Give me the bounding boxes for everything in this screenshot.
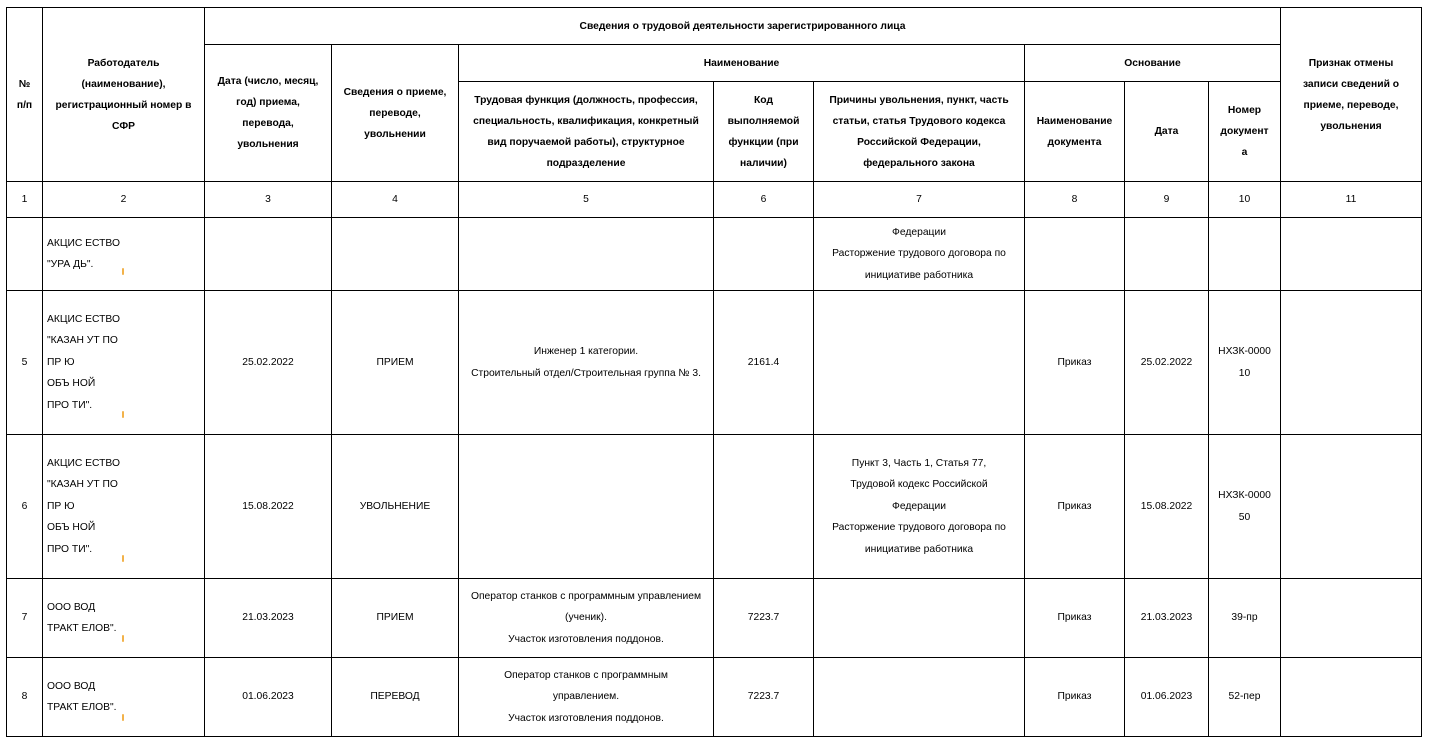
text-line: ОБЪ НОЙ: [47, 522, 96, 534]
col-number: 6: [714, 182, 814, 218]
redaction-mask: [123, 218, 199, 290]
redaction-mark: [122, 714, 124, 721]
col-number: 2: [43, 182, 205, 218]
text-line: год) приема,: [236, 97, 300, 108]
text-line: выполняемой: [727, 115, 800, 127]
code-cell: 7223.7: [714, 579, 814, 658]
header-cancel: [1281, 8, 1422, 182]
text-line: Пункт 3, Часть 1, Статья 77,: [851, 457, 987, 469]
text-line: ООО ВОД: [47, 601, 96, 613]
col-number: 8: [1025, 182, 1125, 218]
reasons-cell: [814, 579, 1025, 658]
event-cell: ПЕРЕВОД: [332, 658, 459, 737]
doc-num-cell: [1209, 435, 1281, 579]
doc-date-cell: 21.03.2023: [1125, 579, 1209, 658]
text-line: Признак отмены: [1308, 57, 1394, 69]
event-cell: ПРИЕМ: [332, 291, 459, 435]
header-employer: [43, 8, 205, 182]
header-reasons: [814, 82, 1025, 182]
row-num: [7, 218, 43, 291]
text-line: Расторжение трудового договора по: [832, 248, 1006, 260]
text-line: увольнения: [1320, 120, 1382, 132]
cancel-cell: [1281, 658, 1422, 737]
text-line: наличии): [740, 157, 787, 169]
employer-cell: [43, 658, 205, 737]
employer-cell: [43, 579, 205, 658]
doc-name-cell: [1025, 218, 1125, 291]
text-line: НХЗК-0000: [1218, 346, 1271, 357]
redaction-mark: [122, 555, 124, 562]
text-line: подразделение: [546, 157, 626, 169]
header-doc-name: [1025, 82, 1125, 182]
text-line: Причины увольнения, пункт, часть: [829, 94, 1009, 106]
redaction-mark: [122, 268, 124, 275]
code-cell: 2161.4: [714, 291, 814, 435]
employer-cell: [43, 218, 205, 291]
table-row: [7, 291, 1422, 435]
col-number: 3: [205, 182, 332, 218]
header-osnovanie: Основание: [1025, 45, 1281, 82]
header-labor-info: Сведения о трудовой деятельности зарегистрированного лица: [205, 8, 1281, 45]
doc-name-cell: Приказ: [1025, 658, 1125, 737]
table-row: [7, 579, 1422, 658]
function-cell: [459, 435, 714, 579]
row-num: 5: [7, 291, 43, 435]
text-line: Сведения о приеме,: [343, 86, 447, 98]
text-line: Оператор станков с программным: [504, 669, 668, 681]
text-line: Инженер 1 категории.: [533, 346, 639, 357]
col-number: 5: [459, 182, 714, 218]
text-line: НХЗК-0000: [1218, 490, 1271, 501]
text-line: функции (при: [728, 136, 799, 148]
code-cell: [714, 218, 814, 291]
reasons-cell: [814, 218, 1025, 291]
text-line: ОБЪ НОЙ: [47, 378, 96, 390]
text-line: Федерации: [892, 500, 946, 512]
row-num: 8: [7, 658, 43, 737]
code-cell: 7223.7: [714, 658, 814, 737]
text-line: "КАЗАН УТ ПО: [47, 479, 118, 491]
date-cell: 15.08.2022: [205, 435, 332, 579]
event-cell: УВОЛЬНЕНИЕ: [332, 435, 459, 579]
event-cell: [332, 218, 459, 291]
text-line: ООО ВОД: [47, 680, 96, 692]
date-cell: [205, 218, 332, 291]
text-line: 10: [1238, 367, 1251, 379]
table-row: [7, 658, 1422, 737]
text-line: ПР Ю: [47, 500, 75, 512]
text-line: №: [18, 78, 31, 90]
col-number: 10: [1209, 182, 1281, 218]
text-line: переводе,: [369, 107, 421, 119]
text-line: записи сведений о: [1302, 78, 1400, 90]
text-line: Участок изготовления поддонов.: [508, 633, 664, 645]
text-line: Работодатель: [87, 57, 160, 69]
text-line: Расторжение трудового договора по: [832, 522, 1006, 534]
text-line: Дата (число, месяц,: [217, 76, 319, 87]
text-line: Российской Федерации,: [857, 136, 981, 148]
redaction-mask: [123, 658, 199, 736]
labor-activity-table: [6, 7, 1422, 737]
cancel-cell: [1281, 579, 1422, 658]
redaction-mask: [123, 435, 199, 578]
text-line: Оператор станков с программным управлением: [470, 590, 702, 602]
doc-name-cell: Приказ: [1025, 579, 1125, 658]
header-function: [459, 82, 714, 182]
date-cell: 01.06.2023: [205, 658, 332, 737]
employer-cell: [43, 435, 205, 579]
reasons-cell: [814, 435, 1025, 579]
event-cell: ПРИЕМ: [332, 579, 459, 658]
function-cell: [459, 218, 714, 291]
doc-num-cell: 39-пр: [1209, 579, 1281, 658]
doc-date-cell: 25.02.2022: [1125, 291, 1209, 435]
header-doc-num: [1209, 82, 1281, 182]
cancel-cell: [1281, 435, 1422, 579]
doc-name-cell: Приказ: [1025, 435, 1125, 579]
text-line: перевода,: [242, 118, 294, 129]
text-line: Федерации: [892, 226, 946, 238]
text-line: "УРА ДЬ".: [47, 259, 94, 270]
text-line: п/п: [16, 99, 33, 111]
text-line: федерального закона: [863, 157, 975, 169]
text-line: инициативе работника: [864, 269, 974, 281]
header-code: [714, 82, 814, 182]
column-numbers-row: [7, 182, 1422, 218]
text-line: 50: [1238, 511, 1251, 523]
reasons-cell: [814, 658, 1025, 737]
text-line: Код: [754, 94, 773, 106]
text-line: Трудовая функция (должность, профессия,: [474, 94, 698, 106]
text-line: АКЦИС ЕСТВО: [47, 457, 120, 469]
text-line: ПРО ТИ".: [47, 543, 93, 555]
text-line: увольнения: [237, 139, 299, 150]
header-num: [7, 8, 43, 182]
text-line: а: [1241, 147, 1248, 158]
text-line: регистрационный номер в: [55, 99, 192, 111]
text-line: вид поручаемой работы), структурное: [487, 136, 685, 148]
col-number: 9: [1125, 182, 1209, 218]
text-line: Номер: [1227, 105, 1262, 116]
row-num: 6: [7, 435, 43, 579]
cancel-cell: [1281, 218, 1422, 291]
header-event: [332, 45, 459, 182]
cancel-cell: [1281, 291, 1422, 435]
text-line: (наименование),: [81, 78, 166, 90]
text-line: ТРАКТ ЕЛОВ".: [47, 623, 117, 634]
text-line: ПР Ю: [47, 356, 75, 368]
text-line: статьи, статья Трудового кодекса: [832, 115, 1006, 127]
function-cell: [459, 658, 714, 737]
text-line: приеме, переводе,: [1303, 99, 1399, 111]
text-line: увольнении: [364, 128, 426, 140]
redaction-mark: [122, 411, 124, 418]
text-line: АКЦИС ЕСТВО: [47, 237, 120, 249]
text-line: АКЦИС ЕСТВО: [47, 313, 120, 325]
reasons-cell: [814, 291, 1025, 435]
header-naimenovanie: Наименование: [459, 45, 1025, 82]
doc-num-cell: 52-пер: [1209, 658, 1281, 737]
function-cell: [459, 579, 714, 658]
redaction-mask: [123, 291, 199, 434]
text-line: документ: [1220, 126, 1269, 137]
doc-date-cell: [1125, 218, 1209, 291]
text-line: "КАЗАН УТ ПО: [47, 335, 118, 347]
date-cell: 25.02.2022: [205, 291, 332, 435]
text-line: Участок изготовления поддонов.: [508, 712, 664, 724]
col-number: 11: [1281, 182, 1422, 218]
redaction-mark: [122, 635, 124, 642]
code-cell: [714, 435, 814, 579]
col-number: 1: [7, 182, 43, 218]
doc-date-cell: 15.08.2022: [1125, 435, 1209, 579]
date-cell: 21.03.2023: [205, 579, 332, 658]
text-line: СФР: [111, 120, 136, 132]
text-line: (ученик).: [565, 612, 607, 624]
header-date: [205, 45, 332, 182]
employer-cell: [43, 291, 205, 435]
redaction-mask: [123, 579, 199, 657]
header-doc-date: Дата: [1125, 82, 1209, 182]
col-number: 7: [814, 182, 1025, 218]
text-line: инициативе работника: [864, 543, 974, 555]
text-line: ПРО ТИ".: [47, 399, 93, 411]
text-line: Наименование: [1036, 115, 1113, 127]
text-line: Трудовой кодекс Российской: [850, 479, 988, 491]
text-line: управлением.: [552, 691, 620, 703]
doc-date-cell: 01.06.2023: [1125, 658, 1209, 737]
doc-name-cell: Приказ: [1025, 291, 1125, 435]
text-line: документа: [1047, 136, 1102, 148]
row-num: 7: [7, 579, 43, 658]
table-row: [7, 218, 1422, 291]
text-line: Строительный отдел/Строительная группа № 3.: [471, 367, 701, 379]
text-line: ТРАКТ ЕЛОВ".: [47, 702, 117, 713]
function-cell: [459, 291, 714, 435]
doc-num-cell: [1209, 291, 1281, 435]
doc-num-cell: [1209, 218, 1281, 291]
table-row: [7, 435, 1422, 579]
text-line: специальность, квалификация, конкретный: [473, 115, 699, 127]
col-number: 4: [332, 182, 459, 218]
